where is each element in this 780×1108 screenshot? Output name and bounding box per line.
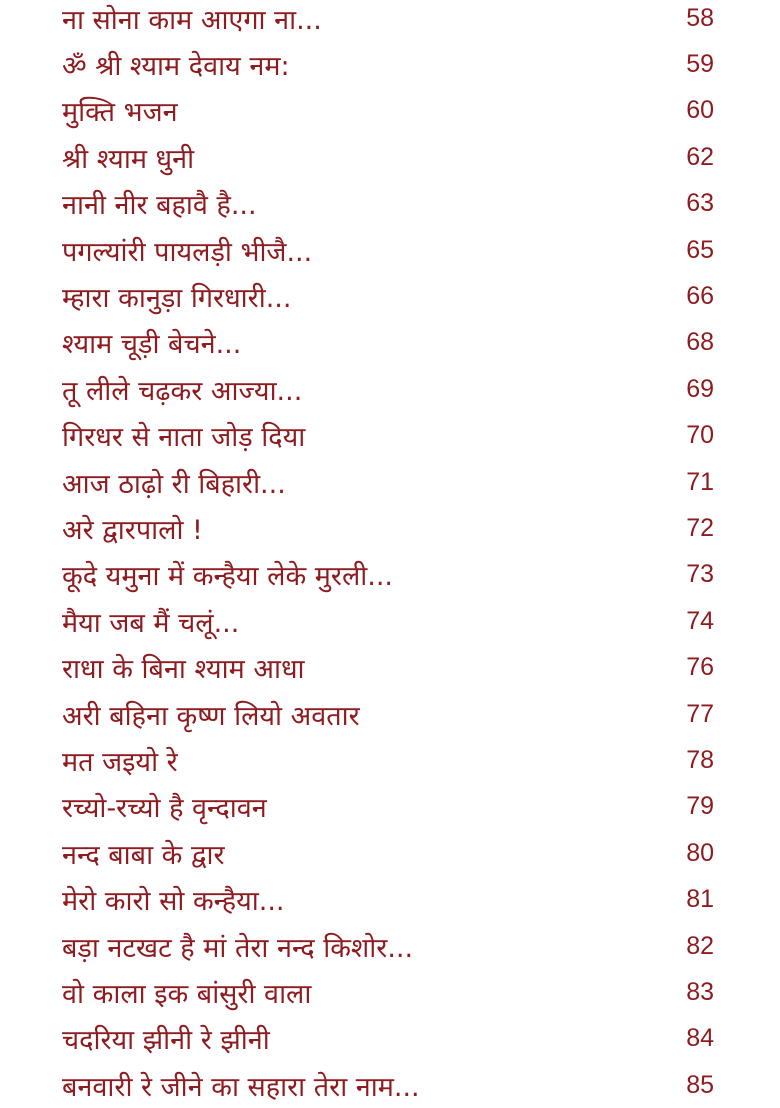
table-of-contents xyxy=(62,0,714,1108)
entry-title: आज ठाढ़ो री बिहारी... xyxy=(62,468,286,500)
toc-entry xyxy=(62,923,714,969)
toc-entry xyxy=(62,88,714,134)
entry-page-number: 59 xyxy=(686,50,714,79)
entry-title: श्याम चूड़ी बेचने... xyxy=(62,329,242,361)
entry-page-number: 66 xyxy=(686,282,714,311)
toc-entry xyxy=(62,459,714,505)
entry-page-number: 79 xyxy=(686,792,714,821)
toc-entry xyxy=(62,598,714,644)
entry-title: चदरिया झीनी रे झीनी xyxy=(62,1025,270,1057)
entry-title: मेरो कारो सो कन्हैया... xyxy=(62,886,285,918)
toc-entry xyxy=(62,0,714,41)
entry-page-number: 81 xyxy=(686,885,714,914)
entry-title: बड़ा नटखट है मां तेरा नन्द किशोर... xyxy=(62,932,414,964)
entry-title: तू लीले चढ़कर आज्या... xyxy=(62,375,303,407)
entry-page-number: 69 xyxy=(686,374,714,403)
entry-page-number: 68 xyxy=(686,328,714,357)
entry-title: वो काला इक बांसुरी वाला xyxy=(62,978,312,1010)
entry-title: मत जइयो रे xyxy=(62,746,178,778)
entry-page-number: 83 xyxy=(686,977,714,1006)
entry-page-number: 71 xyxy=(686,467,714,496)
entry-title: गिरधर से नाता जोड़ दिया xyxy=(62,422,306,454)
toc-entry xyxy=(62,784,714,830)
toc-entry xyxy=(62,273,714,319)
entry-page-number: 74 xyxy=(686,606,714,635)
toc-entry xyxy=(62,366,714,412)
entry-page-number: 85 xyxy=(686,1070,714,1099)
toc-entry xyxy=(62,737,714,783)
entry-page-number: 63 xyxy=(686,189,714,218)
entry-page-number: 77 xyxy=(686,699,714,728)
entry-title: अरे द्वारपालो ! xyxy=(62,514,203,546)
entry-title: बनवारी रे जीने का सहारा तेरा नाम... xyxy=(62,1071,420,1103)
toc-entry xyxy=(62,413,714,459)
entry-page-number: 65 xyxy=(686,235,714,264)
entry-page-number: 70 xyxy=(686,421,714,450)
entry-page-number: 82 xyxy=(686,931,714,960)
entry-title: रच्यो-रच्यो है वृन्दावन xyxy=(62,793,267,825)
entry-page-number: 80 xyxy=(686,838,714,867)
entry-title: श्री श्याम धुनी xyxy=(62,143,195,175)
entry-title: पगल्यांरी पायलड़ी भीजै... xyxy=(62,236,313,268)
entry-title: मैया जब मैं चलूं... xyxy=(62,607,240,639)
toc-entry xyxy=(62,320,714,366)
entry-page-number: 73 xyxy=(686,560,714,589)
toc-entry xyxy=(62,1016,714,1062)
entry-page-number: 58 xyxy=(686,3,714,32)
entry-page-number: 76 xyxy=(686,653,714,682)
entry-title: नानी नीर बहावै है... xyxy=(62,190,257,222)
toc-entry xyxy=(62,830,714,876)
toc-entry xyxy=(62,644,714,690)
toc-entry xyxy=(62,134,714,180)
entry-page-number: 62 xyxy=(686,142,714,171)
entry-title: राधा के बिना श्याम आधा xyxy=(62,654,305,686)
entry-title: नन्द बाबा के द्वार xyxy=(62,839,225,871)
toc-entry xyxy=(62,41,714,87)
toc-entry xyxy=(62,969,714,1015)
entry-page-number: 60 xyxy=(686,96,714,125)
entry-title: ना सोना काम आएगा ना... xyxy=(62,4,322,36)
entry-page-number: 78 xyxy=(686,745,714,774)
entry-page-number: 84 xyxy=(686,1024,714,1053)
toc-entry xyxy=(62,552,714,598)
toc-entry xyxy=(62,876,714,922)
toc-entry xyxy=(62,505,714,551)
toc-entry xyxy=(62,1062,714,1108)
toc-entry xyxy=(62,691,714,737)
entry-title: म्हारा कानुड़ा गिरधारी... xyxy=(62,283,292,315)
entry-title: मुक्ति भजन xyxy=(62,97,178,129)
entry-title: कूदे यमुना में कन्हैया लेके मुरली... xyxy=(62,561,393,593)
entry-title: ॐ श्री श्याम देवाय नम: xyxy=(62,51,290,83)
toc-entry xyxy=(62,227,714,273)
entry-title: अरी बहिना कृष्ण लियो अवतार xyxy=(62,700,360,732)
toc-entry xyxy=(62,181,714,227)
entry-page-number: 72 xyxy=(686,513,714,542)
